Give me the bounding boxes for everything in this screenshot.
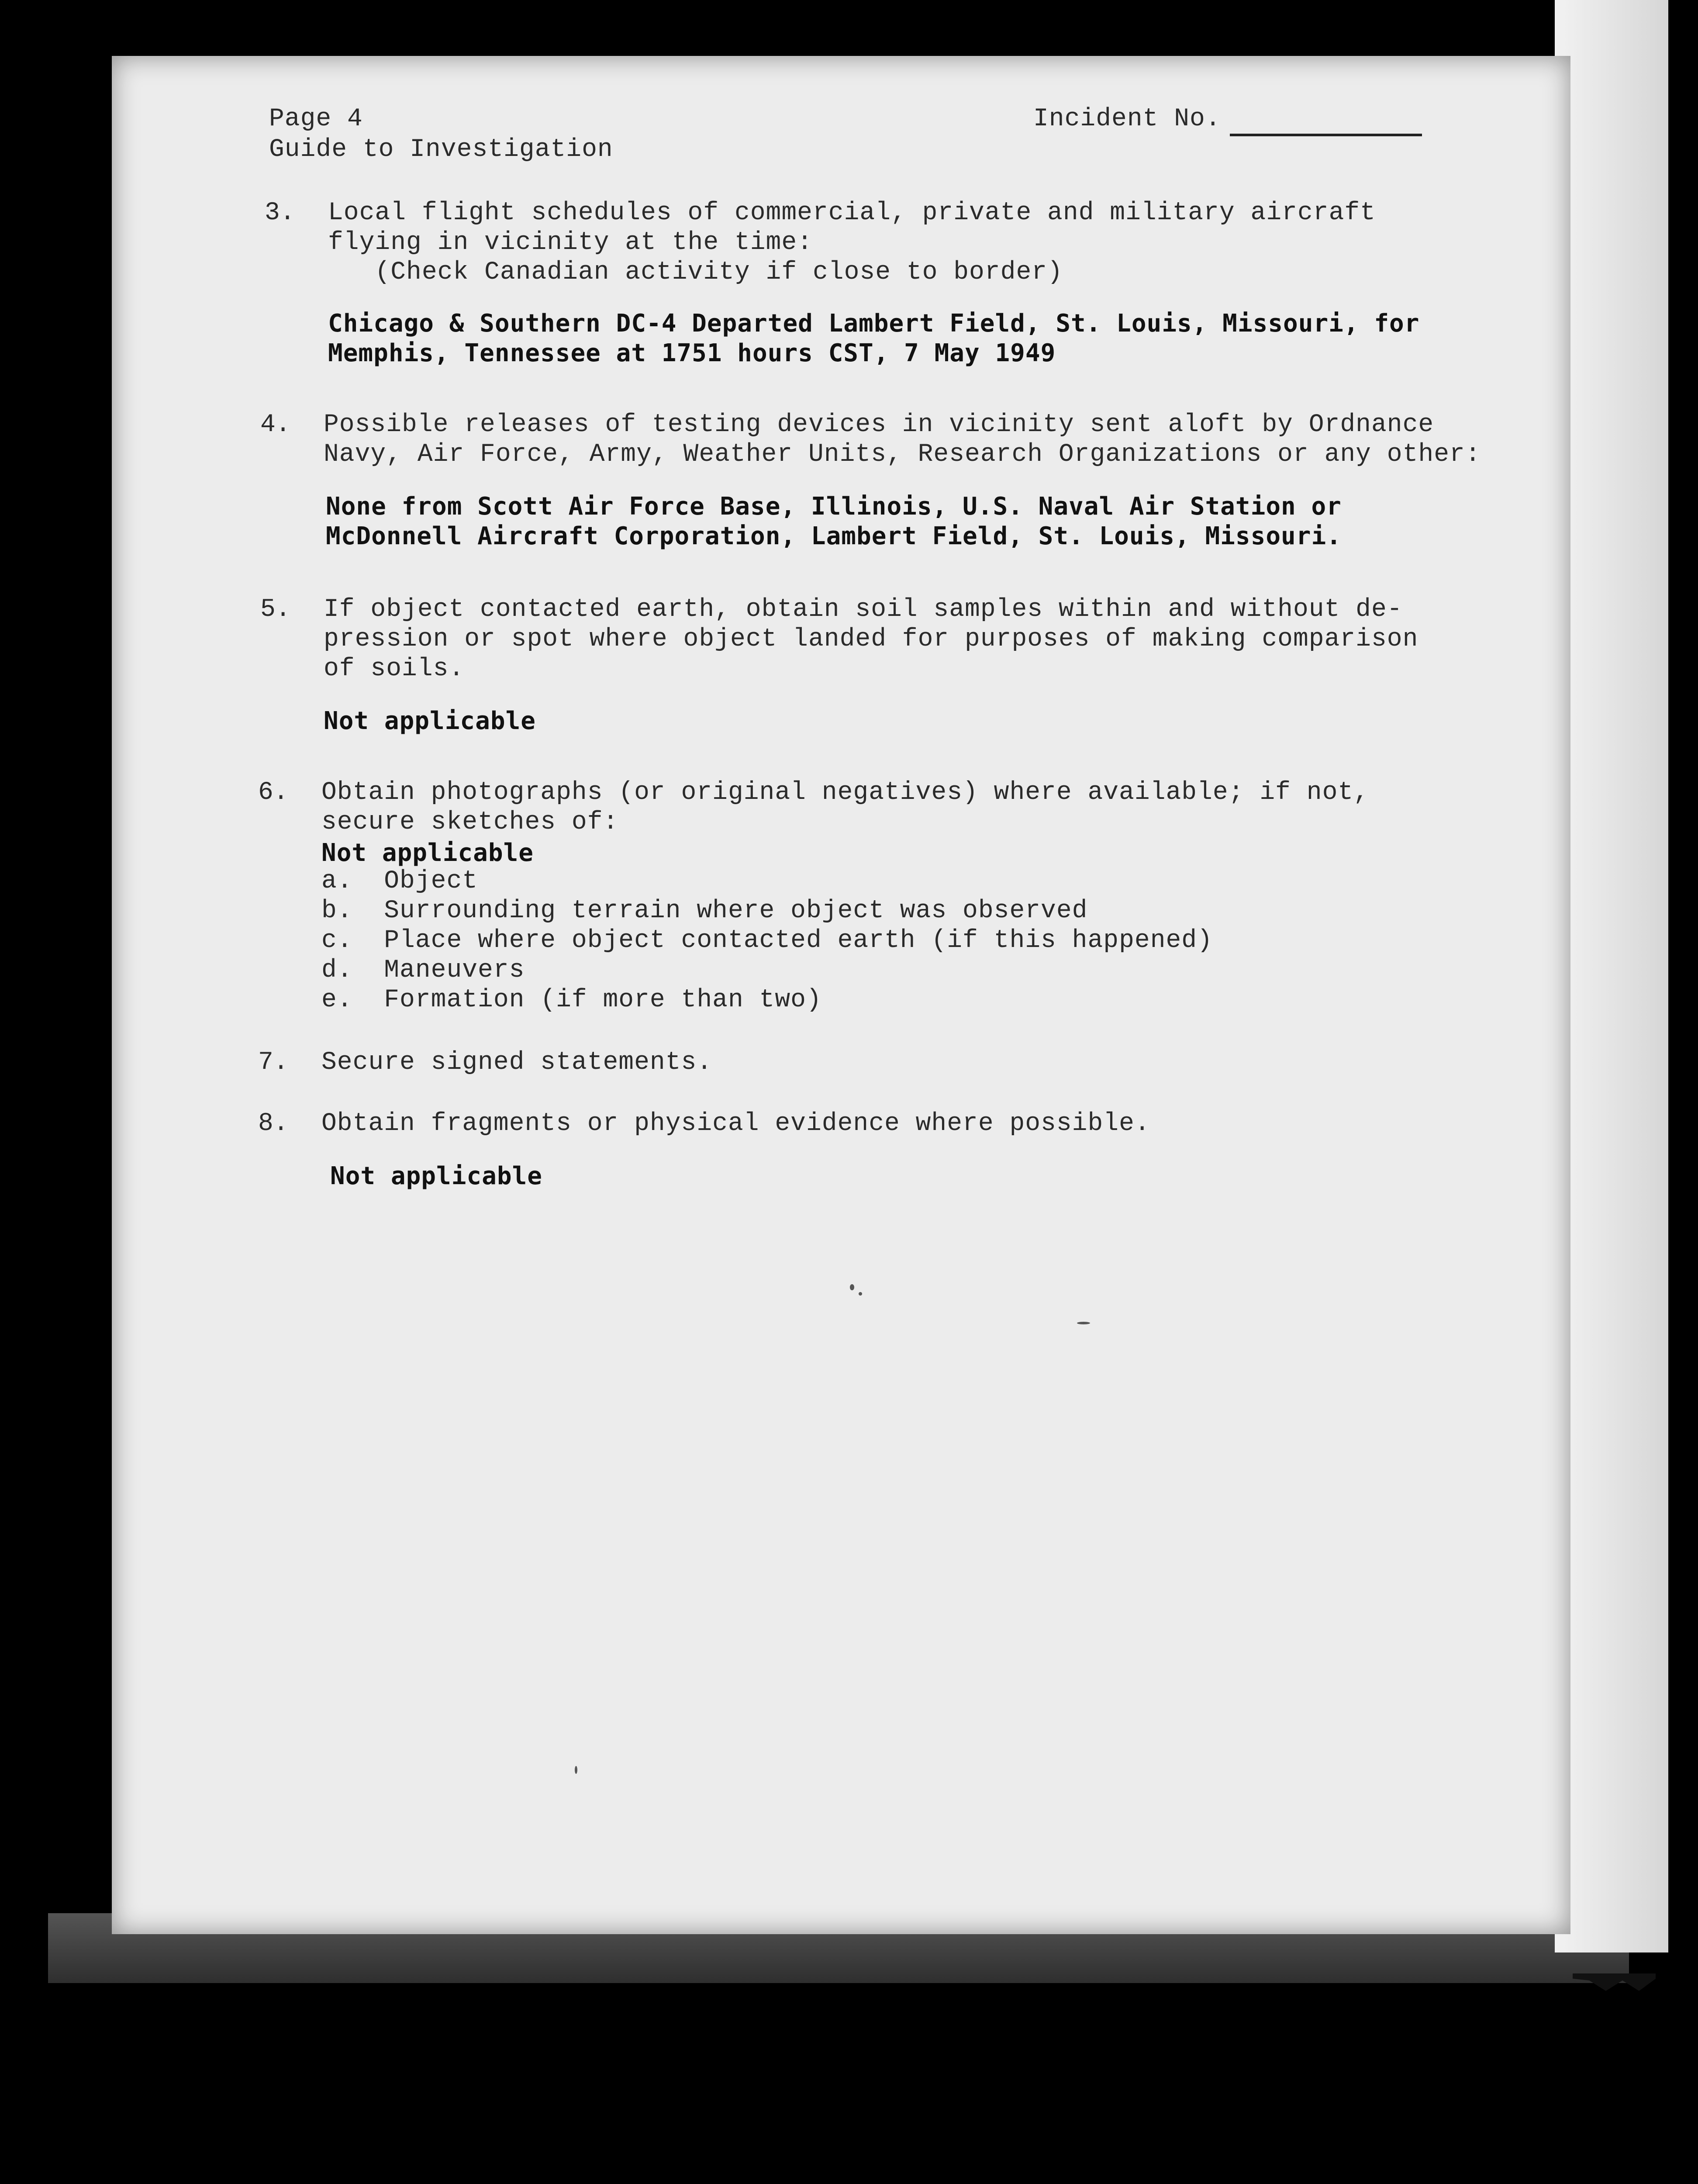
sheet-edge-right bbox=[1555, 0, 1668, 1952]
item-3-text-3: (Check Canadian activity if close to border) bbox=[328, 258, 1063, 287]
item-7-number: 7. bbox=[258, 1048, 289, 1077]
item-6-sub-c: c. Place where object contacted earth (if this happened) bbox=[321, 926, 1213, 955]
speck bbox=[859, 1292, 862, 1296]
speck bbox=[1077, 1322, 1090, 1324]
item-6-sub-e: e. Formation (if more than two) bbox=[321, 986, 822, 1014]
guide-title: Guide to Investigation bbox=[269, 135, 613, 164]
item-8-number: 8. bbox=[258, 1109, 289, 1138]
speck bbox=[575, 1766, 577, 1774]
item-8-answer: Not applicable bbox=[330, 1162, 543, 1190]
item-4-answer-1: None from Scott Air Force Base, Illinois, U.S. Naval Air Station or bbox=[326, 492, 1342, 521]
item-3-text-2: flying in vicinity at the time: bbox=[328, 228, 813, 257]
item-4-number: 4. bbox=[260, 411, 291, 439]
item-4-text-1: Possible releases of testing devices in vicinity sent aloft by Ordnance bbox=[324, 411, 1434, 439]
item-6-sub-a: a. Object bbox=[321, 867, 478, 895]
item-5-text-1: If object contacted earth, obtain soil samples within and without de- bbox=[324, 595, 1403, 624]
item-6-sub-b: b. Surrounding terrain where object was observed bbox=[321, 897, 1088, 925]
item-8-text: Obtain fragments or physical evidence where possible. bbox=[321, 1109, 1150, 1138]
item-6-text-2: secure sketches of: bbox=[321, 808, 619, 836]
item-3-answer-1: Chicago & Southern DC-4 Departed Lambert Field, St. Louis, Missouri, for bbox=[328, 309, 1420, 338]
item-4-answer-2: McDonnell Aircraft Corporation, Lambert Field, St. Louis, Missouri. bbox=[326, 522, 1342, 550]
item-5-text-2: pression or spot where object landed for purposes of making comparison bbox=[324, 625, 1418, 653]
item-5-text-3: of soils. bbox=[324, 655, 465, 683]
item-5-answer: Not applicable bbox=[324, 707, 536, 735]
item-6-text-1: Obtain photographs (or original negatives) where available; if not, bbox=[321, 778, 1369, 807]
item-7-text: Secure signed statements. bbox=[321, 1048, 713, 1077]
page-number: Page 4 bbox=[269, 105, 363, 133]
item-5-number: 5. bbox=[260, 595, 291, 624]
document-page bbox=[112, 56, 1570, 1934]
item-6-sub-d: d. Maneuvers bbox=[321, 956, 525, 985]
incident-number-blank bbox=[1230, 134, 1422, 136]
item-3-text-1: Local flight schedules of commercial, private and military aircraft bbox=[328, 199, 1376, 227]
speck bbox=[850, 1284, 854, 1290]
item-6-answer: Not applicable bbox=[321, 839, 534, 867]
item-3-answer-2: Memphis, Tennessee at 1751 hours CST, 7 May 1949 bbox=[328, 339, 1056, 367]
item-3-number: 3. bbox=[265, 199, 295, 227]
item-6-number: 6. bbox=[258, 778, 289, 807]
item-4-text-2: Navy, Air Force, Army, Weather Units, Research Organizations or any other: bbox=[324, 440, 1481, 469]
incident-label: Incident No. bbox=[1033, 105, 1221, 133]
